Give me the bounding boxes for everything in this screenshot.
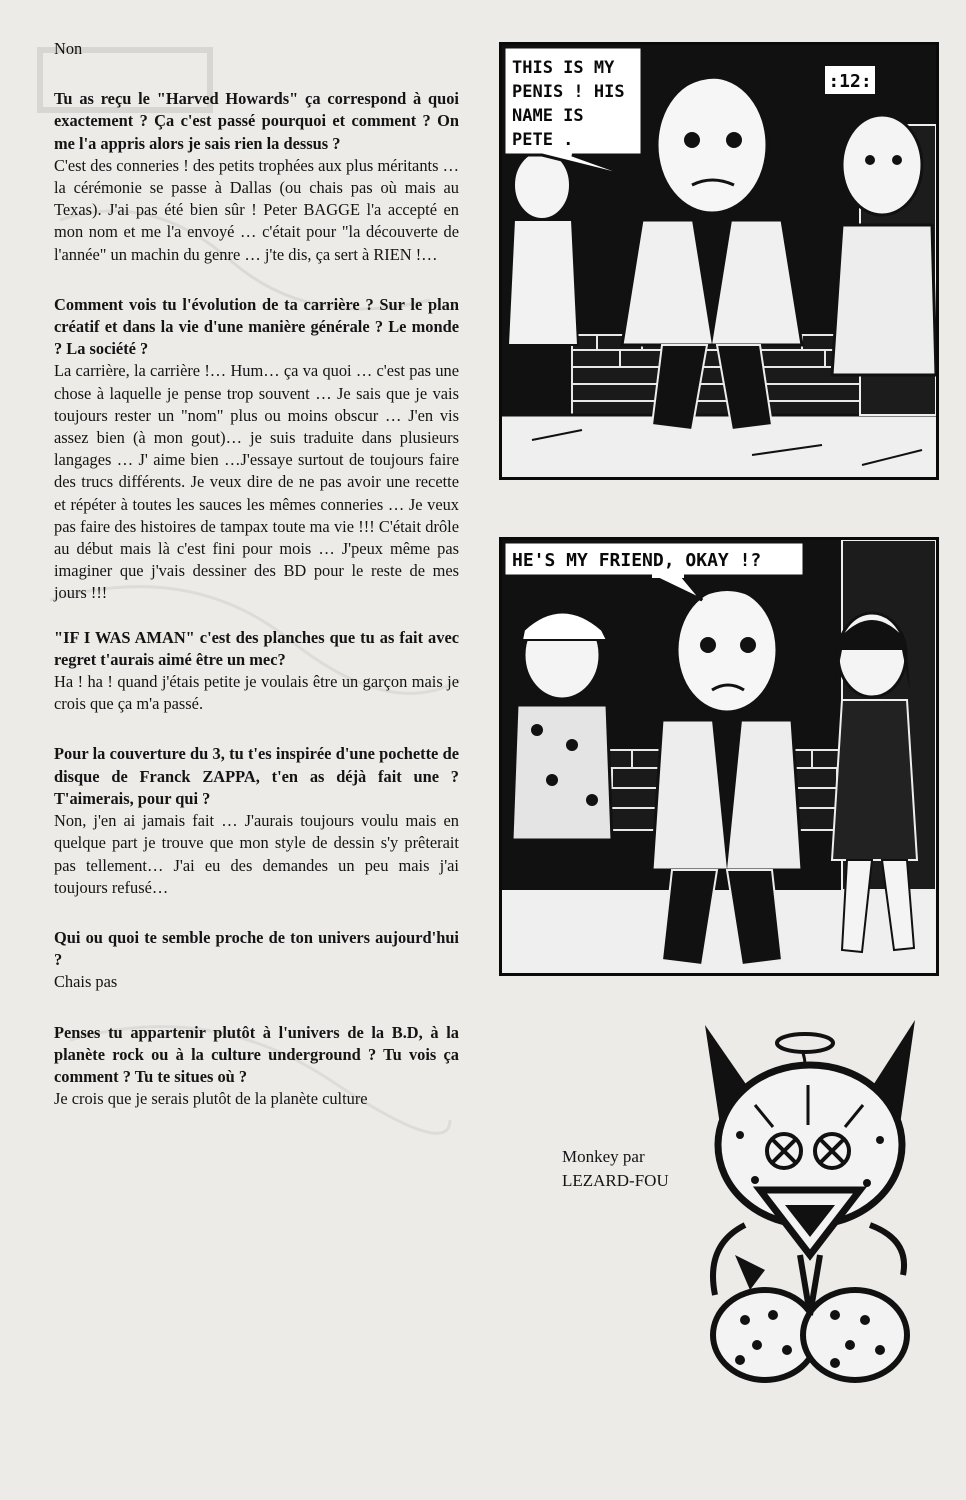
answer-4: Non, j'en ai jamais fait … J'aurais toujours voulu mais en quelque part je trouve que mon style de dessin s'y prêterait pas tellement… J'ai eu des demandes un peu mais j'ai toujours refusé… [54, 811, 459, 897]
speech-line-2: PENIS ! HIS [512, 82, 625, 102]
monkey-illustration [695, 1015, 925, 1390]
intro-answer: Non [54, 39, 83, 58]
speech-line-3: NAME IS [512, 106, 584, 126]
question-3: "IF I WAS AMAN" c'est des planches que tu as fait avec regret t'aurais aimé être un mec? [54, 627, 459, 669]
monkey-drawing [695, 1015, 925, 1390]
speech-line-1: THIS IS MY [512, 58, 615, 78]
comic-panel-2 [499, 537, 939, 976]
speech-line-4: PETE . [512, 130, 574, 150]
comic-panel-1 [499, 42, 939, 480]
answer-6: Je crois que je serais plutôt de la planète culture [54, 1089, 368, 1109]
caption-line-2: LEZARD-FOU [562, 1171, 669, 1190]
answer-5: Chais pas [54, 972, 118, 992]
caption-line-1: Monkey par [562, 1147, 645, 1166]
question-5: Qui ou quoi te semble proche de ton univers aujourd'hui ? [54, 927, 459, 970]
answer-3: Ha ! ha ! quand j'étais petite je voulais être un garçon mais je crois que ça m'a passé. [54, 672, 459, 714]
question-1: Tu as reçu le "Harved Howards" ça correspond à quoi exactement ? Ça c'est passé pourquoi et comment ? On me l'a appris alors je sais rien la dessus ? [54, 89, 459, 153]
speech-text-panel-2: HE'S MY FRIEND, OKAY !? [512, 550, 762, 571]
comic-panel-1-art [502, 45, 936, 477]
interview-column [54, 38, 459, 1110]
question-6: Penses tu appartenir plutôt à l'univers de la B.D, à la planète rock ou à la culture underground ? Tu vois ça comment ? Tu te situes où ? [54, 1022, 459, 1086]
illustration-caption [562, 1145, 712, 1193]
comic-panel-2-art [502, 540, 936, 973]
answer-2: La carrière, la carrière !… Hum… ça va quoi … c'est pas une chose à laquelle je pense trop souvent … Je sais que je vais toujours rester un "nom" plus ou moins obscur … J'en vis assez bien (à mon gout)… je suis traduite dans plusieurs langages … J' aime bien …J'essaye surtout de toujours faire des trucs différents. Je veux dire de ne pas avoir une recette et répéter à toutes les sauces les mêmes conneries … Je veux pas faire des histoires de tampax toute ma vie !!! C'était drôle au début mais là c'est fini pour mois … J'peux même pas imaginer que j'vais dessiner des BD pour le reste de mes jours !!! [54, 361, 459, 603]
answer-1: C'est des conneries ! des petits trophées aux plus méritants … la cérémonie se passe à Dallas (ou chais pas où mais au Texas). J'ai pas été bien sûr ! Peter BAGGE l'a accepté en mon nom et me l'a envoyé … c'était pour "la découverte de l'année" un machin du genre … j'te dis, ça sert à RIEN !… [54, 155, 459, 264]
question-2: Comment vois tu l'évolution de ta carrière ? Sur le plan créatif et dans la vie d'une manière générale ? Le monde ? La société ? [54, 294, 459, 359]
door-number-sign: :12: [828, 71, 872, 92]
question-4: Pour la couverture du 3, tu t'es inspirée d'une pochette de disque de Franck ZAPPA, t'en as déjà fait une ? T'aimerais, pour qui ? [54, 744, 459, 808]
